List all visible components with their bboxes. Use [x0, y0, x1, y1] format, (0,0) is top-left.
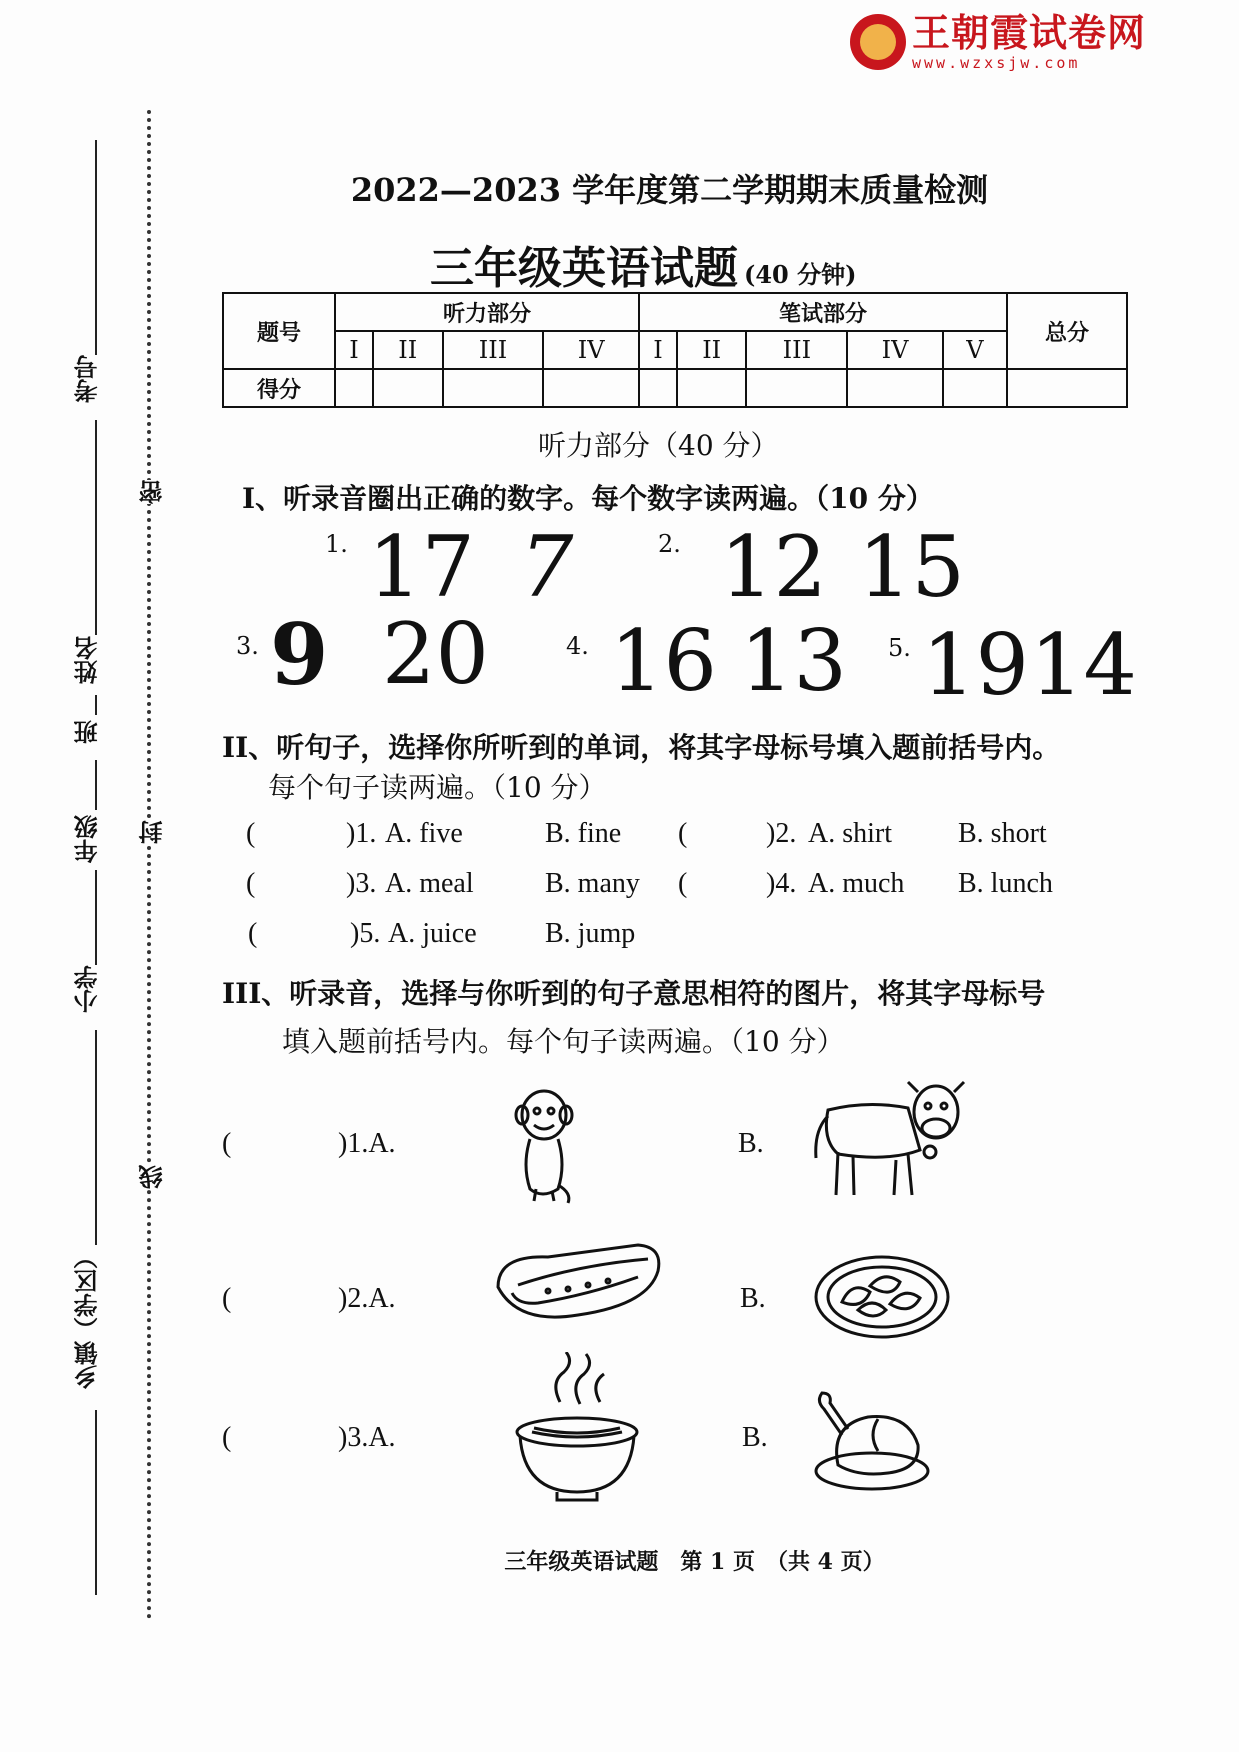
part2-q2-option-b: B. short [958, 818, 1047, 849]
listening-col: III [443, 331, 544, 369]
part1-q5-option-a[interactable]: 19 [922, 616, 1029, 714]
writing-col: V [943, 331, 1007, 369]
seal-mark-mi: 密 [135, 480, 170, 504]
part1-q2-option-b[interactable]: 15 [858, 518, 965, 616]
writing-col: I [639, 331, 677, 369]
part2-q5-option-b: B. jump [545, 918, 636, 949]
listening-col: II [373, 331, 442, 369]
question-number-header: 题号 [223, 293, 335, 369]
part1-q4-number: 4. [566, 632, 589, 660]
part2-q1-option-a: A. five [385, 818, 463, 849]
dumplings-plate-picture [812, 1252, 952, 1342]
exam-title: 2022—2023 学年度第二学期期末质量检测 [350, 171, 989, 209]
logo-seal-icon [850, 14, 906, 70]
part1-q1-option-a[interactable]: 17 [368, 518, 475, 616]
class-line [95, 695, 97, 715]
part3-q2-label: )2.A. [338, 1283, 396, 1314]
writing-col: III [746, 331, 847, 369]
hotdog-picture [488, 1235, 668, 1335]
writing-col: II [677, 331, 746, 369]
name-label: 姓名 [74, 636, 102, 684]
seal-mark-feng: 封 [135, 820, 170, 844]
score-cell[interactable] [335, 369, 373, 407]
name-line [95, 420, 97, 635]
score-table [222, 292, 1128, 408]
score-cell[interactable] [443, 369, 544, 407]
part1-q4-option-a[interactable]: 16 [610, 612, 717, 710]
total-score-cell[interactable] [1007, 369, 1127, 407]
listening-col: IV [543, 331, 638, 369]
part2-q4-option-b: B. lunch [958, 868, 1053, 899]
part2-q3-option-b: B. many [545, 868, 640, 899]
writing-header-cell: 笔试部分 [639, 293, 1007, 331]
class-label: 班 [74, 720, 102, 744]
part2-q2-answer-paren[interactable]: ( [678, 818, 688, 849]
part3-heading-line2: 填入题前括号内。每个句子读两遍。（10 分） [282, 1025, 845, 1058]
part1-q3-option-b[interactable]: 20 [382, 605, 489, 703]
part2-q5-answer-paren[interactable]: ( [248, 918, 258, 949]
seal-mark-xian: 线 [135, 1165, 170, 1189]
score-cell[interactable] [373, 369, 442, 407]
brand-logo [850, 12, 1146, 72]
listening-section-title: 听力部分（40 分） [538, 429, 779, 462]
part1-q1-option-b[interactable]: 7 [520, 518, 574, 616]
part2-q4-number: )4. [766, 868, 797, 899]
part3-q3-label: )3.A. [338, 1422, 396, 1453]
part3-q2-answer-paren[interactable]: ( [222, 1283, 232, 1314]
part2-q5-number: )5. [350, 918, 381, 949]
part1-q1-number: 1. [325, 530, 348, 558]
score-cell[interactable] [543, 369, 638, 407]
score-cell[interactable] [746, 369, 847, 407]
duration-note: (40 分钟) [744, 260, 857, 289]
binding-dotted-line [147, 110, 151, 1620]
part1-heading: I、听录音圈出正确的数字。每个数字读两遍。（10 分） [242, 482, 934, 515]
part2-heading: II、听句子，选择你所听到的单词，将其字母标号填入题前括号内。 [222, 731, 1061, 764]
part1-q5-option-b[interactable]: 14 [1030, 616, 1137, 714]
part1-q5-number: 5. [888, 634, 911, 662]
score-row-label: 得分 [223, 369, 335, 407]
part1-q3-option-a[interactable]: 9 [270, 605, 329, 704]
score-cell[interactable] [677, 369, 746, 407]
subject-title: 三年级英语试题 [430, 243, 738, 294]
writing-col: IV [847, 331, 942, 369]
listening-header-cell: 听力部分 [335, 293, 639, 331]
noodle-bowl-picture [512, 1352, 642, 1502]
score-cell[interactable] [943, 369, 1007, 407]
part2-q1-answer-paren[interactable]: ( [246, 818, 256, 849]
part1-q2-number: 2. [658, 530, 681, 558]
part2-q1-option-b: B. fine [545, 818, 622, 849]
part2-q5-option-a: A. juice [388, 918, 477, 949]
part3-q3-b-label: B. [742, 1422, 768, 1453]
cow-picture [808, 1080, 968, 1205]
part3-q1-label: )1.A. [338, 1128, 396, 1159]
part2-q2-number: )2. [766, 818, 797, 849]
total-header-cell: 总分 [1007, 293, 1127, 369]
part2-q1-number: )1. [346, 818, 377, 849]
grade-line [95, 760, 97, 810]
part2-q3-number: )3. [346, 868, 377, 899]
part3-q1-b-label: B. [738, 1128, 764, 1159]
school-label: 小学 [74, 965, 102, 1013]
part2-q4-option-a: A. much [808, 868, 905, 899]
exam-number-label: 考号 [74, 355, 102, 403]
listening-col: I [335, 331, 373, 369]
part3-q3-answer-paren[interactable]: ( [222, 1422, 232, 1453]
grade-label: 年级 [74, 815, 102, 863]
roast-chicken-picture [808, 1385, 933, 1495]
page-footer: 三年级英语试题 第 1 页 （共 4 页） [504, 1549, 885, 1575]
part1-q4-option-b[interactable]: 13 [740, 612, 847, 710]
score-cell[interactable] [847, 369, 942, 407]
part1-q3-number: 3. [236, 632, 259, 660]
part2-q3-option-a: A. meal [385, 868, 474, 899]
logo-brand-text: 王朝霞试卷网 [912, 11, 1147, 55]
part2-heading-line2: 每个句子读两遍。（10 分） [268, 771, 607, 804]
part3-q1-answer-paren[interactable]: ( [222, 1128, 232, 1159]
logo-url-text: www.wzxsjw.com [912, 54, 1081, 72]
monkey-picture [512, 1085, 582, 1205]
school-line [95, 870, 97, 965]
part2-q3-answer-paren[interactable]: ( [246, 868, 256, 899]
township-line [95, 1030, 97, 1245]
part2-q2-option-a: A. shirt [808, 818, 892, 849]
exam-subtitle [430, 232, 856, 296]
part3-heading: III、听录音，选择与你听到的句子意思相符的图片，将其字母标号 [222, 977, 1046, 1010]
part2-q4-answer-paren[interactable]: ( [678, 868, 688, 899]
township-label: 乡镇（学区） [74, 1245, 102, 1389]
part3-q2-b-label: B. [740, 1283, 766, 1314]
part1-q2-option-a[interactable]: 12 [720, 518, 827, 616]
score-cell[interactable] [639, 369, 677, 407]
